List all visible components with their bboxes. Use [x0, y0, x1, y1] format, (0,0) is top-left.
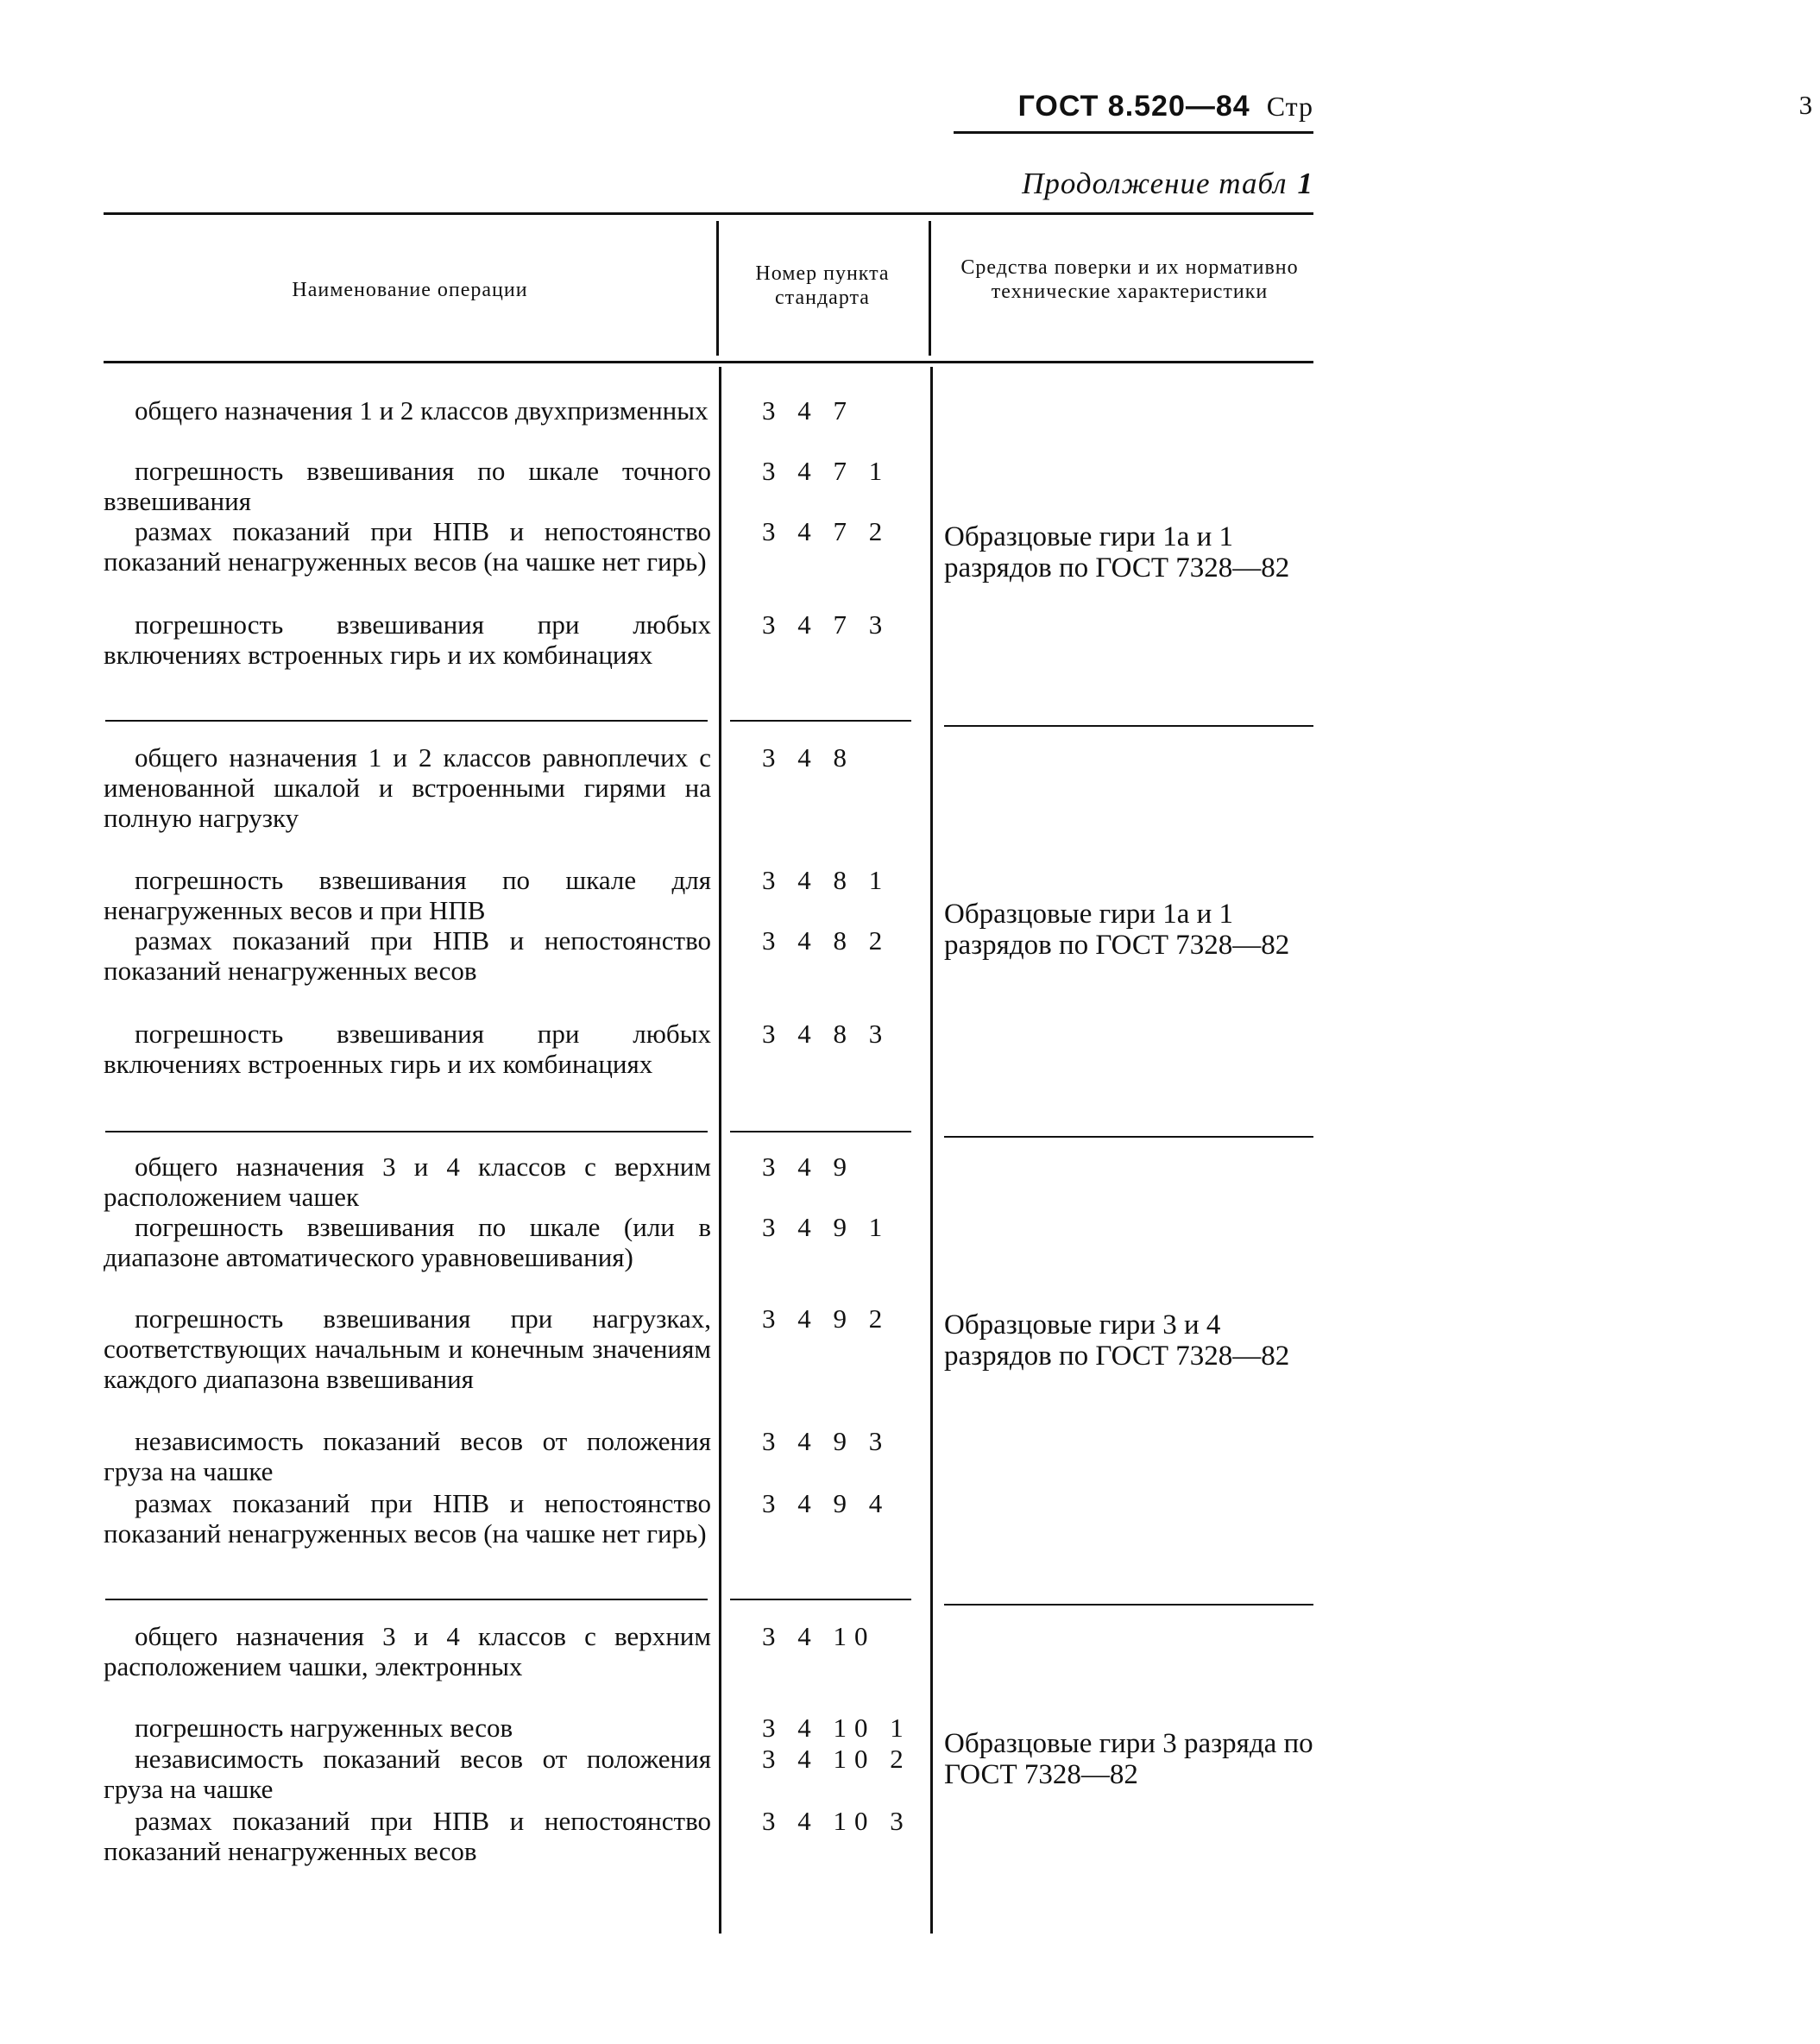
clause-number: 3 4 7 1: [762, 456, 891, 486]
operation-item: погрешность взвешивания по шкале для ненагруженных весов и при НПВ: [104, 865, 711, 925]
group-separator: [730, 1599, 911, 1600]
group-separator: [944, 1136, 1313, 1138]
operation-title: общего назначения 3 и 4 классов с верхним расположением чашек: [104, 1151, 711, 1212]
operation-item: погрешность нагруженных весов: [135, 1713, 513, 1743]
verification-means: Образцовые гири 3 разряда по ГОСТ 7328—82: [944, 1728, 1313, 1790]
header-bottom-rule: [104, 361, 1313, 363]
clause-number: 3 4 9 2: [762, 1303, 891, 1334]
clause-number: 3 4 9 1: [762, 1212, 891, 1242]
column-header-means: Средства поверки и их нормативно технические характеристики: [960, 256, 1299, 303]
table-continuation: [1022, 167, 1313, 201]
group-separator: [944, 725, 1313, 727]
clause-number: 3 4 10 3: [762, 1806, 911, 1836]
clause-number: 3 4 9: [762, 1151, 854, 1182]
column-divider-1: [716, 221, 719, 356]
operation-item: независимость показаний весов от положения груза на чашке: [104, 1744, 711, 1804]
table-number: 1: [1297, 167, 1313, 200]
operation-item: независимость показаний весов от положения груза на чашке: [104, 1426, 711, 1486]
column-divider-2-body: [930, 367, 933, 1934]
header-rule: [954, 131, 1313, 134]
group-separator: [730, 720, 911, 722]
continuation-text: Продолжение табл: [1022, 167, 1288, 200]
operation-item: размах показаний при НПВ и непостоянство показаний ненагруженных весов: [104, 925, 711, 986]
clause-number: 3 4 10: [762, 1621, 876, 1651]
clause-number: 3 4 8: [762, 742, 854, 773]
column-header-clause: Номер пункта стандарта: [755, 262, 890, 309]
verification-means: Образцовые гири 1а и 1 разрядов по ГОСТ 7328—82: [944, 899, 1290, 961]
clause-number: 3 4 8 2: [762, 925, 891, 956]
clause-number: 3 4 7 2: [762, 516, 891, 546]
operation-title: общего назначения 1 и 2 классов двухпризменных: [135, 395, 708, 426]
clause-number: 3 4 9 4: [762, 1488, 891, 1518]
table-top-rule: [104, 212, 1313, 215]
group-separator: [105, 1599, 708, 1600]
operation-item: погрешность взвешивания по шкале (или в диапазоне автоматического уравновешивания): [104, 1212, 711, 1272]
column-header-operation: Наименование операции: [292, 279, 528, 301]
clause-number: 3 4 8 3: [762, 1019, 891, 1049]
page-number: 3: [1798, 90, 1820, 120]
clause-number: 3 4 9 3: [762, 1426, 891, 1456]
operation-item: размах показаний при НПВ и непостоянство показаний ненагруженных весов (на чашке нет гирь): [104, 516, 711, 577]
group-separator: [105, 1131, 708, 1132]
verification-means: Образцовые гири 1а и 1 разрядов по ГОСТ 7328—82: [944, 521, 1290, 584]
page-label: Стр: [1266, 91, 1313, 122]
operation-item: размах показаний при НПВ и непостоянство показаний ненагруженных весов: [104, 1806, 711, 1866]
verification-means: Образцовые гири 3 и 4 разрядов по ГОСТ 7328—82: [944, 1309, 1290, 1372]
operation-title: общего назначения 1 и 2 классов равноплечих с именованной шкалой и встроенными гирями на полную нагрузку: [104, 742, 711, 833]
clause-number: 3 4 8 1: [762, 865, 891, 895]
standard-designation: ГОСТ 8.520—84: [1017, 90, 1250, 123]
clause-number: 3 4 10 2: [762, 1744, 911, 1774]
column-divider-2: [929, 221, 931, 356]
page-header: [1017, 90, 1820, 123]
operation-item: размах показаний при НПВ и непостоянство показаний ненагруженных весов (на чашке нет гирь): [104, 1488, 711, 1549]
operation-item: погрешность взвешивания при любых включениях встроенных гирь и их комбинациях: [104, 1019, 711, 1079]
operation-item: погрешность взвешивания при любых включениях встроенных гирь и их комбинациях: [104, 609, 711, 670]
operation-item: погрешность взвешивания по шкале точного взвешивания: [104, 456, 711, 516]
operation-title: общего назначения 3 и 4 классов с верхним расположением чашки, электронных: [104, 1621, 711, 1681]
clause-number: 3 4 7: [762, 395, 854, 426]
group-separator: [730, 1131, 911, 1132]
group-separator: [105, 720, 708, 722]
group-separator: [944, 1604, 1313, 1606]
operation-item: погрешность взвешивания при нагрузках, соответствующих начальным и конечным значениям каждого диапазона взвешивания: [104, 1303, 711, 1394]
column-divider-1-body: [719, 367, 721, 1934]
clause-number: 3 4 7 3: [762, 609, 891, 640]
clause-number: 3 4 10 1: [762, 1713, 911, 1743]
